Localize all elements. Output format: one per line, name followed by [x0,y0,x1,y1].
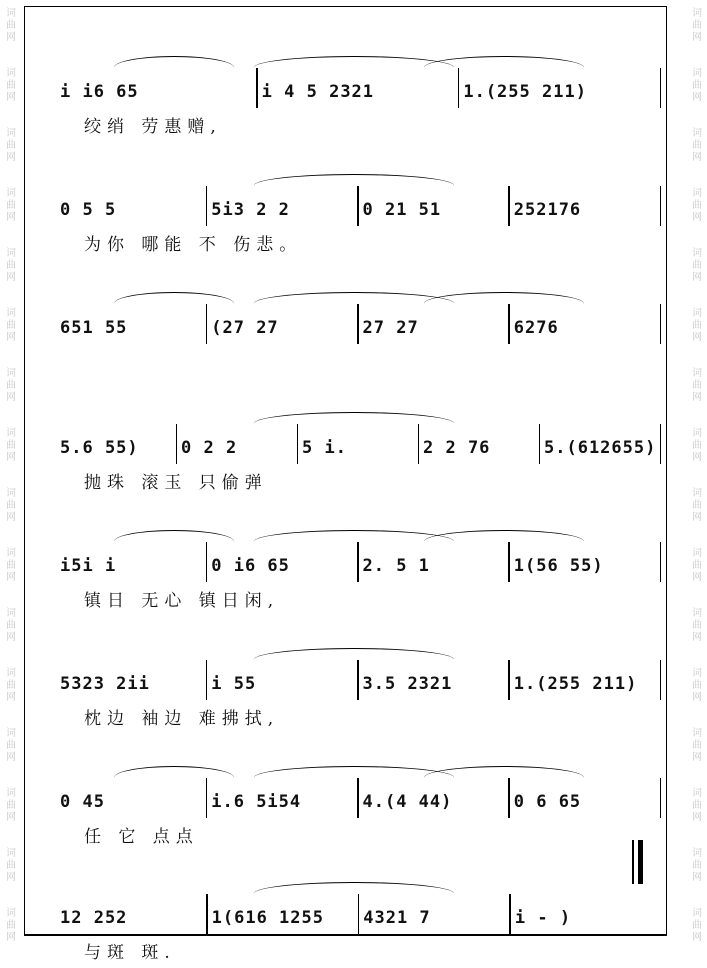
watermark-glyph: 网 [692,752,702,763]
measure: i 55 [211,674,257,694]
score-row [24,600,667,729]
watermark-glyph: 网 [692,812,702,823]
watermark-glyph: 词 [692,788,702,799]
watermark-glyph: 词 [6,368,16,379]
measure: 2 2 76 [423,438,491,458]
watermark-glyph: 曲 [692,20,702,31]
watermark-glyph: 曲 [6,560,16,571]
watermark-glyph: 网 [6,572,16,583]
watermark-glyph: 词 [6,608,16,619]
measure: 4321 7 [363,908,431,928]
watermark-glyph: 网 [6,872,16,883]
watermark-glyph: 网 [692,932,702,943]
measure: (27 27 [211,318,279,338]
watermark-glyph: 网 [692,332,702,343]
watermark-glyph: 曲 [692,320,702,331]
watermark-glyph: 曲 [692,800,702,811]
watermark-glyph: 曲 [6,20,16,31]
watermark-glyph: 曲 [692,860,702,871]
measure: 4.(4 44) [362,792,453,812]
barline [660,542,662,582]
watermark-glyph: 词 [6,248,16,259]
measure: 0 45 [60,792,105,812]
watermark-glyph: 曲 [6,620,16,631]
watermark-glyph: 网 [692,872,702,883]
watermark-glyph: 网 [6,152,16,163]
barline [660,778,662,818]
notation-line [56,670,661,698]
watermark-glyph: 词 [692,488,702,499]
watermark-glyph: 词 [692,848,702,859]
watermark-glyph: 词 [692,548,702,559]
measure: 3.5 2321 [362,674,453,694]
slur-mark [424,530,584,553]
watermark-glyph: 曲 [692,680,702,691]
watermark-glyph: 词 [6,188,16,199]
measure: i i6 65 [60,82,139,102]
measure: 2. 5 1 [362,556,430,576]
slur-mark [424,292,584,315]
watermark-glyph: 词 [692,908,702,919]
watermark-glyph: 曲 [692,920,702,931]
measure: 5.6 55) [60,438,139,458]
score-row [24,126,667,255]
notation-line [56,904,661,932]
barline [660,68,662,108]
watermark-glyph: 曲 [6,740,16,751]
final-barline-thin [632,840,634,884]
measure: 5 i. [302,438,347,458]
measure: i - ) [514,908,572,928]
watermark-glyph: 网 [6,272,16,283]
watermark-glyph: 网 [6,332,16,343]
watermark-glyph: 网 [692,572,702,583]
measure: 1.(255 211) [463,82,587,102]
measure: 27 27 [362,318,419,338]
slur-mark [114,292,234,315]
watermark-glyph: 词 [6,8,16,19]
measure: 12 252 [60,908,128,928]
lyrics-line: 抛珠 滚玉 只偷弹 [84,473,268,493]
watermark-glyph: 词 [692,308,702,319]
watermark-glyph: 词 [692,68,702,79]
lyrics-line: 为你 哪能 不 伤悲。 [84,235,303,255]
watermark-glyph: 曲 [692,440,702,451]
slur-mark [254,882,454,905]
barline [660,660,662,700]
score-row [24,482,667,611]
watermark-glyph: 词 [692,668,702,679]
measure: 5323 2ii [60,674,150,694]
watermark-glyph: 词 [692,248,702,259]
watermark-glyph: 网 [6,212,16,223]
measure: 5.(612655) [544,438,657,458]
watermark-glyph: 网 [692,512,702,523]
watermark-glyph: 网 [6,692,16,703]
lyrics-line: 镇日 无心 镇日闲, [84,591,280,611]
watermark-glyph: 曲 [692,500,702,511]
measure: 1(56 55) [513,556,604,576]
watermark-glyph: 词 [692,728,702,739]
lyrics-line: 绞绡 劳惠赠, [84,117,222,137]
watermark-glyph: 词 [6,308,16,319]
watermark-glyph: 网 [6,932,16,943]
watermark-glyph: 曲 [6,380,16,391]
watermark-glyph: 词 [692,368,702,379]
score-row [24,244,667,354]
watermark-glyph: 网 [6,92,16,103]
watermark-glyph: 词 [6,488,16,499]
barline [660,186,662,226]
watermark-glyph: 词 [692,8,702,19]
watermark-glyph: 曲 [692,80,702,91]
watermark-glyph: 网 [692,452,702,463]
score-row [24,718,667,847]
measure: i 4 5 2321 [261,82,375,102]
watermark-glyph: 词 [6,128,16,139]
watermark-glyph: 曲 [6,500,16,511]
watermark-glyph: 词 [6,908,16,919]
watermark-glyph: 曲 [6,860,16,871]
watermark-glyph: 曲 [6,140,16,151]
measure: i5i i [60,556,117,576]
slur-mark [424,56,584,79]
barline [660,304,662,344]
watermark-glyph: 网 [692,92,702,103]
watermark-glyph: 曲 [6,260,16,271]
slur-mark [424,766,584,789]
notation-line [56,788,661,816]
measure: 6276 [513,318,559,338]
notation-line [56,552,661,580]
measure: 0 2 2 [181,438,238,458]
slur-mark [114,56,234,79]
watermark-glyph: 网 [6,632,16,643]
measure: 651 55 [60,318,128,338]
measure: 1.(255 211) [513,674,638,694]
slur-mark [114,766,234,789]
watermark-glyph: 曲 [692,620,702,631]
notation-line [56,196,661,224]
measure: 0 5 5 [60,200,117,220]
watermark-glyph: 网 [692,152,702,163]
measure: 5i3 2 2 [211,200,290,220]
lyrics-line: 与斑 斑. [84,943,176,963]
watermark-glyph: 词 [692,428,702,439]
watermark-glyph: 曲 [692,380,702,391]
notation-line [56,78,661,106]
watermark-glyph: 网 [692,272,702,283]
watermark-glyph: 曲 [692,560,702,571]
watermark-glyph: 曲 [692,740,702,751]
measure: i.6 5i54 [211,792,302,812]
watermark-glyph: 曲 [6,800,16,811]
watermark-glyph: 曲 [6,680,16,691]
watermark-glyph: 网 [6,812,16,823]
measure: 252176 [513,200,582,220]
watermark-glyph: 词 [6,68,16,79]
slur-mark [254,412,454,435]
notation-line [56,314,661,342]
slur-mark [254,648,454,671]
measure: 0 i6 65 [211,556,290,576]
score-row [24,364,667,493]
watermark-glyph: 网 [692,32,702,43]
watermark-glyph: 网 [692,212,702,223]
slur-mark [254,174,454,197]
lyrics-line: 枕边 袖边 难拂拭, [84,709,280,729]
watermark-glyph: 词 [692,128,702,139]
watermark-glyph: 曲 [692,200,702,211]
watermark-glyph: 曲 [6,80,16,91]
measure: 1(616 1255 [211,908,324,928]
watermark-glyph: 曲 [6,200,16,211]
watermark-glyph: 词 [6,548,16,559]
watermark-left [4,8,18,968]
watermark-glyph: 网 [6,452,16,463]
watermark-glyph: 词 [6,668,16,679]
watermark-glyph: 词 [6,848,16,859]
measure: 0 21 51 [362,200,442,220]
barline [660,424,662,464]
watermark-glyph: 曲 [6,440,16,451]
watermark-glyph: 词 [6,788,16,799]
slur-mark [114,530,234,553]
final-barline-thick [638,840,643,884]
watermark-glyph: 曲 [692,260,702,271]
score-row [24,834,667,963]
watermark-glyph: 网 [692,692,702,703]
watermark-glyph: 词 [692,608,702,619]
watermark-glyph: 网 [692,632,702,643]
watermark-glyph: 词 [692,188,702,199]
watermark-glyph: 词 [6,428,16,439]
watermark-glyph: 网 [692,392,702,403]
watermark-glyph: 网 [6,752,16,763]
watermark-glyph: 曲 [6,920,16,931]
score-row [24,8,667,137]
watermark-right [690,8,704,968]
watermark-glyph: 曲 [6,320,16,331]
lyrics-line: 任 它 点点 [84,827,199,847]
measure: 0 6 65 [513,792,582,812]
watermark-glyph: 网 [6,392,16,403]
watermark-glyph: 网 [6,32,16,43]
watermark-glyph: 网 [6,512,16,523]
watermark-glyph: 词 [6,728,16,739]
watermark-glyph: 曲 [692,140,702,151]
notation-line [56,434,661,462]
